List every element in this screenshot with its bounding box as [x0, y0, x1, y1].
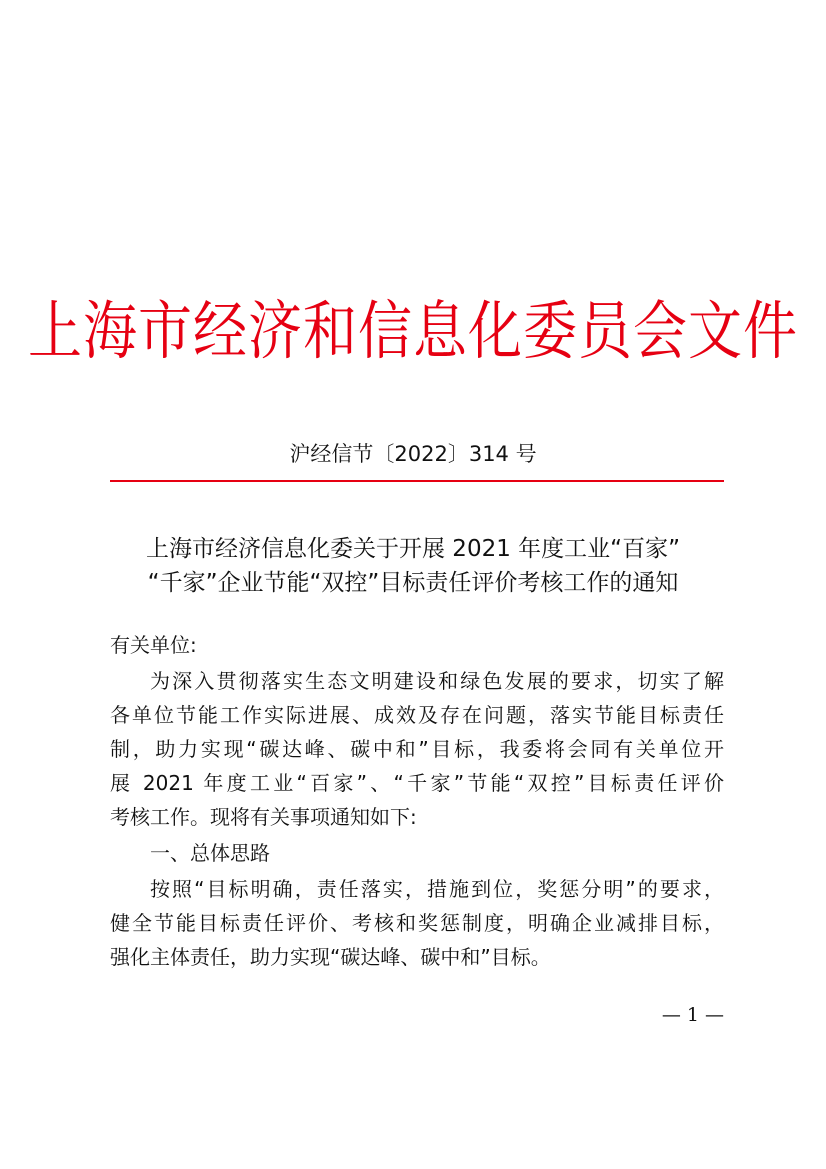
subject-title-line-2: “千家”企业节能“双控”目标责任评价考核工作的通知: [147, 570, 679, 596]
document-number: 沪经信节〔2022〕314 号: [289, 442, 537, 466]
paragraph-1-line: 各单位节能工作实际进展、成效及存在问题，落实节能目标责任: [110, 703, 724, 727]
salutation: 有关单位:: [110, 633, 197, 657]
paragraph-2-line: 健全节能目标责任评价、考核和奖惩制度，明确企业减排目标，: [110, 911, 724, 935]
red-divider-line: [110, 480, 724, 482]
paragraph-1-line: 展 2021 年度工业“百家”、“千家”节能“双控”目标责任评价: [110, 771, 724, 795]
paragraph-2-line: 强化主体责任，助力实现“碳达峰、碳中和”目标。: [110, 945, 551, 969]
page-number: — 1 —: [661, 1004, 724, 1026]
paragraph-2-line: 按照“目标明确，责任落实，措施到位，奖惩分明”的要求，: [150, 877, 724, 901]
paragraph-1-line: 制，助力实现“碳达峰、碳中和”目标，我委将会同有关单位开: [110, 737, 724, 761]
paragraph-1-line: 考核工作。现将有关事项通知如下:: [110, 805, 417, 829]
document-header-title: 上海市经济和信息化委员会文件: [28, 294, 798, 369]
paragraph-1-line: 为深入贯彻落实生态文明建设和绿色发展的要求，切实了解: [150, 669, 724, 693]
section-heading: 一、总体思路: [150, 841, 270, 865]
subject-title-line-1: 上海市经济信息化委关于开展 2021 年度工业“百家”: [146, 536, 680, 562]
